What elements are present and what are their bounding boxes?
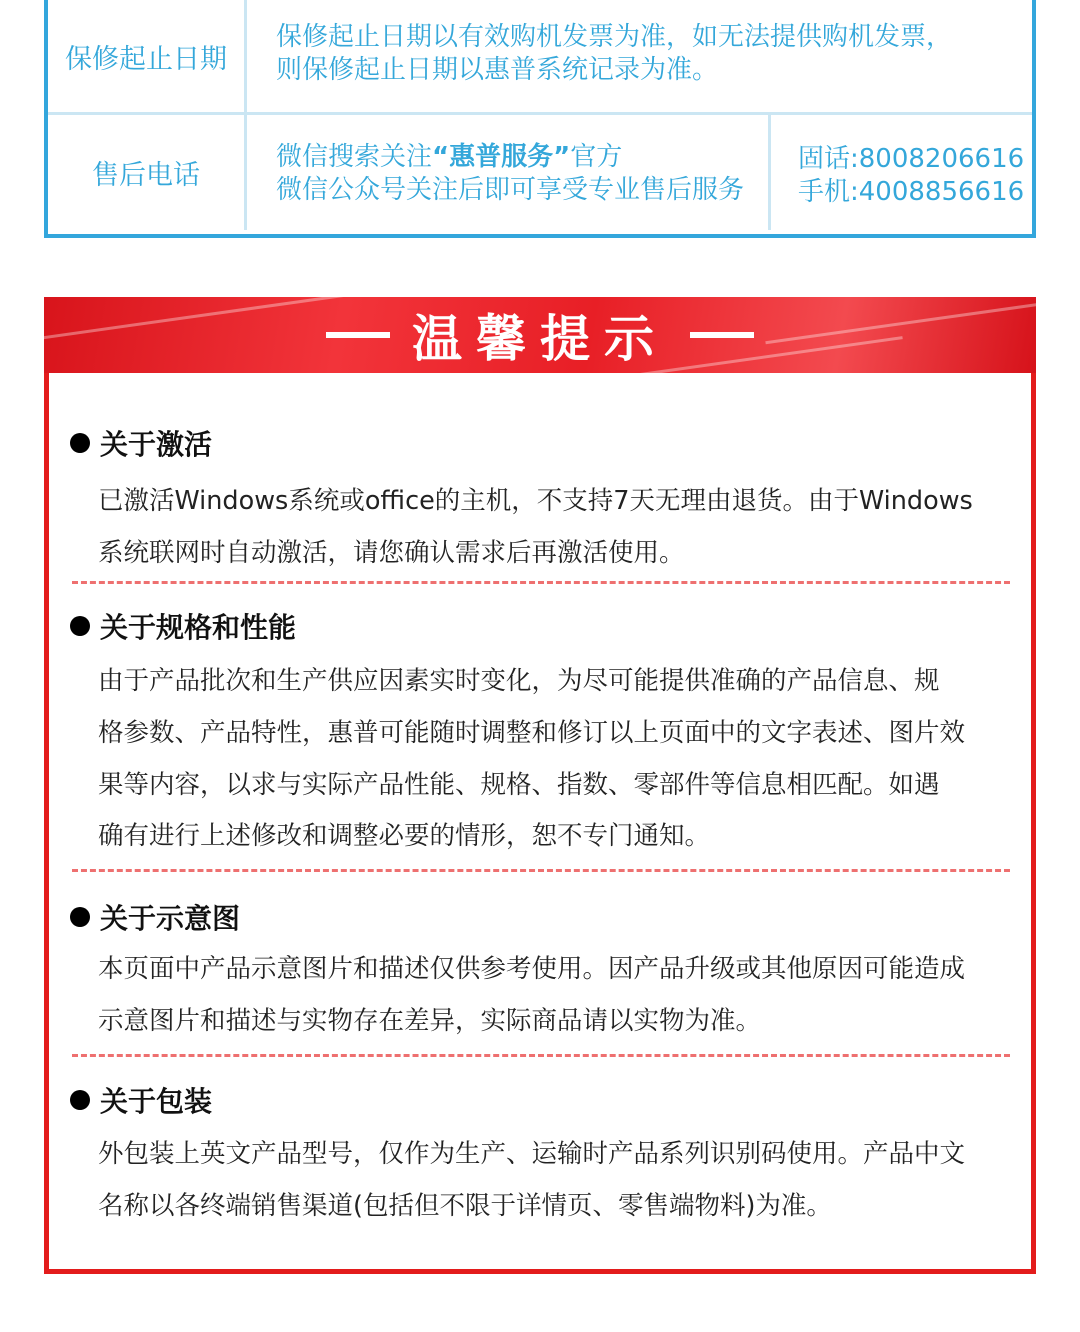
warranty-period-line: 保修起止日期以有效购机发票为准，如无法提供购机发票， — [276, 22, 953, 52]
dashed-separator — [72, 581, 1010, 584]
bullet-icon — [70, 433, 90, 453]
section-heading-text: 关于规格和性能 — [100, 611, 297, 644]
wechat-line-1 — [276, 141, 766, 174]
section-heading-illustration — [70, 897, 240, 937]
section-body-line: 名称以各终端销售渠道(包括但不限于详情页、零售端物料)为准。 — [98, 1191, 832, 1221]
section-body-line: 本页面中产品示意图片和描述仅供参考使用。因产品升级或其他原因可能造成 — [98, 954, 966, 984]
section-body-line: 外包装上英文产品型号，仅作为生产、运输时产品系列识别码使用。产品中文 — [98, 1139, 966, 1169]
section-heading-text: 关于包装 — [100, 1085, 213, 1118]
wechat-line-2: 微信公众号关注后即可享受专业售后服务 — [276, 175, 745, 205]
section-body-line: 果等内容，以求与实际产品性能、规格、指数、零部件等信息相匹配。如遇 — [98, 770, 940, 800]
service-phone-label: 售后电话 — [92, 160, 200, 191]
section-body-line: 格参数、产品特性，惠普可能随时调整和修订以上页面中的文字表述、图片效 — [98, 718, 966, 748]
tips-title-text: 温馨提示 — [412, 310, 668, 368]
landline-number: 固话:8008206616 — [798, 144, 1025, 174]
section-body-line: 已激活Windows系统或office的主机，不支持7天无理由退货。由于Windows — [98, 486, 973, 516]
dashed-separator — [72, 869, 1010, 872]
warranty-table — [44, 0, 1036, 238]
wechat-line-1-suffix: 官方 — [570, 142, 623, 172]
tips-title — [44, 297, 1036, 373]
wechat-line-1-prefix: 微信搜索关注 — [276, 142, 433, 172]
warranty-period-label: 保修起止日期 — [65, 43, 227, 75]
section-body-line: 示意图片和描述与实物存在差异，实际商品请以实物为准。 — [98, 1006, 762, 1036]
tips-header-banner — [44, 297, 1036, 373]
warranty-period-line: 则保修起止日期以惠普系统记录为准。 — [276, 55, 719, 85]
wechat-service-text — [276, 141, 766, 207]
bullet-icon — [70, 1090, 90, 1110]
service-account-name: “惠普服务” — [432, 142, 571, 172]
section-body-line: 确有进行上述修改和调整必要的情形，恕不专门通知。 — [98, 821, 711, 851]
section-heading-text: 关于示意图 — [100, 902, 241, 935]
title-dash-right — [690, 332, 754, 338]
phone-numbers — [798, 143, 1034, 209]
section-heading-text: 关于激活 — [100, 428, 213, 461]
section-body-line: 由于产品批次和生产供应因素实时变化，为尽可能提供准确的产品信息、规 — [98, 666, 940, 696]
bullet-icon — [70, 616, 90, 636]
section-body-line: 系统联网时自动激活，请您确认需求后再激活使用。 — [98, 538, 685, 568]
section-heading-specs — [70, 606, 296, 646]
bullet-icon — [70, 907, 90, 927]
section-heading-packaging — [70, 1080, 212, 1120]
section-heading-activation — [70, 423, 212, 463]
title-dash-left — [326, 332, 390, 338]
warranty-period-text — [276, 21, 1016, 87]
mobile-number: 手机:4008856616 — [798, 177, 1025, 207]
column-divider — [768, 115, 771, 230]
dashed-separator — [72, 1054, 1010, 1057]
column-divider — [244, 0, 247, 230]
